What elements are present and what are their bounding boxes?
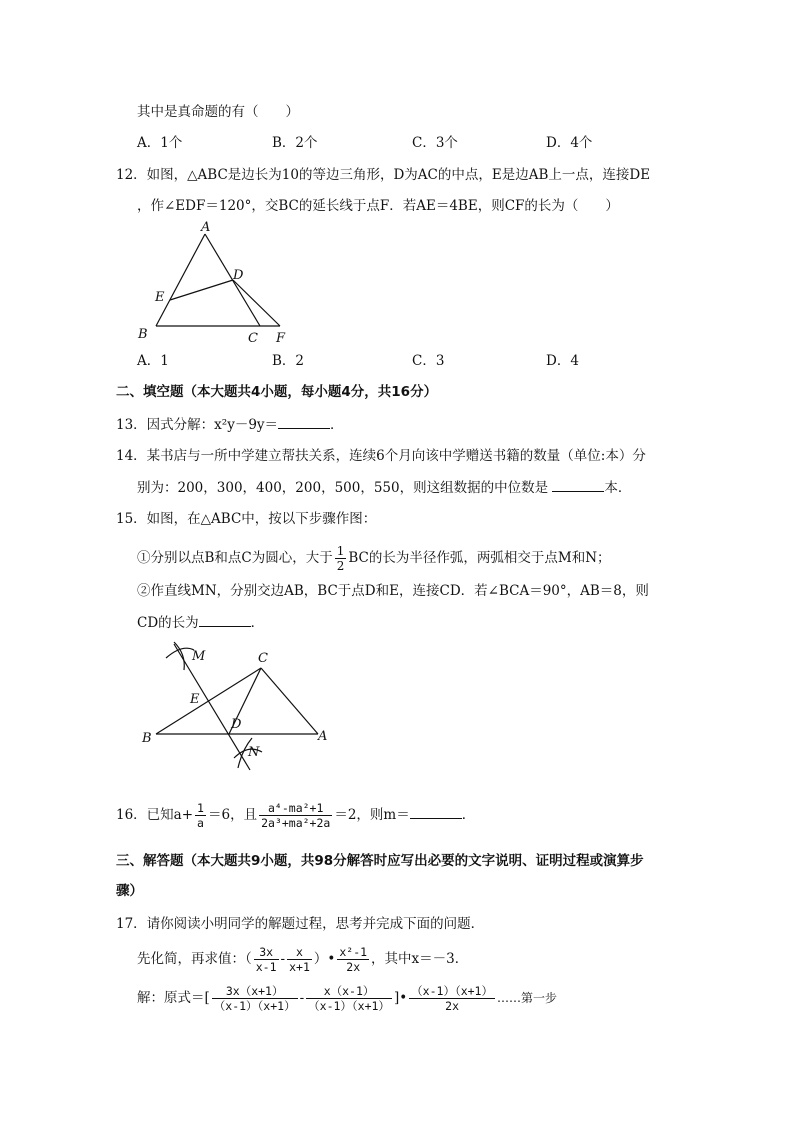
q12-label-b: B (138, 327, 148, 342)
q13-text: 13．因式分解：x²y－9y＝ (116, 417, 279, 433)
section3-title-line2: 骤） (116, 883, 143, 899)
q17-line1: 17．请你阅读小明同学的解题过程，思考并完成下面的问题． (116, 916, 485, 932)
q11-option-d: D．4个 (546, 135, 593, 151)
q16-frac1-den: a (197, 816, 204, 830)
q17-post: ，其中x＝－3． (371, 951, 469, 967)
q17-f2-den: x+1 (289, 960, 310, 974)
q15-step2-a: ②作直线MN，分别交边AB，BC于点D和E，连接CD．若∠BCA＝90°，AB＝8，则 (137, 583, 649, 599)
q17-f2-num: x (287, 945, 312, 960)
q17-s3-num: （x-1）（x+1） (411, 984, 493, 998)
q17-s3-den: 2x (445, 999, 459, 1013)
q15-line1: 15．如图，在△ABC中，按以下步骤作图： (116, 511, 377, 527)
q15-label-d: D (231, 717, 242, 732)
q12-line1: 12．如图，△ABC是边长为10的等边三角形，D为AC的中点，E是边AB上一点，连接DE (116, 167, 651, 183)
section2-title: 二、填空题（本大题共4小题，每小题4分，共16分） (116, 384, 438, 400)
q16-fraction-1 (195, 801, 206, 830)
q15-side-ca (261, 668, 318, 734)
q15-label-b: B (142, 731, 152, 746)
q12-figure (130, 218, 300, 348)
q16-mid: ＝6，且 (207, 807, 258, 823)
q17-frac-2 (287, 945, 312, 974)
q17-s2-den: （x-1）（x+1） (308, 999, 390, 1013)
q15-step1 (137, 544, 611, 573)
q14-answer-blank (552, 477, 604, 492)
section3-title-line1: 三、解答题（本大题共9小题，共98分解答时应写出必要的文字说明、证明过程或演算步 (116, 853, 644, 869)
q17-s2-num: x（x-1） (306, 984, 392, 999)
q13-answer-blank (278, 414, 330, 429)
q17-f1-num: 3x (254, 945, 279, 960)
q17-pre: 先化简，再求值：（ (137, 951, 252, 967)
q17-expression (137, 941, 468, 977)
q17-sol-frac-2 (306, 984, 392, 1013)
q12-label-f: F (276, 331, 286, 346)
q15-frac-num: 1 (336, 544, 345, 558)
q16-suffix: ＝2，则m＝ (334, 807, 410, 823)
q12-option-a: A．1 (137, 353, 169, 369)
q15-label-c: C (258, 651, 268, 666)
q15-figure (138, 640, 338, 780)
q15-end: ． (250, 615, 265, 631)
q13 (116, 414, 344, 435)
q12-option-d: D．4 (546, 353, 579, 369)
q12-label-e: E (155, 290, 165, 305)
q17-s1-den: （x-1）（x+1） (213, 999, 296, 1013)
q15-line-mn (174, 644, 250, 770)
q16-end: ． (461, 807, 476, 823)
q15-step2-b: CD的长为 (137, 615, 199, 631)
q16-prefix: 16．已知a+ (116, 807, 194, 823)
q17-f3-den: 2x (346, 960, 361, 974)
q16-frac1-num: 1 (197, 801, 204, 815)
q12-option-b: B．2 (272, 353, 305, 369)
q17-minus: - (280, 951, 286, 967)
q17-f1-den: x-1 (255, 960, 277, 974)
q15-step1-a: ①分别以点B和点C为圆心，大于 (137, 550, 333, 566)
q15-frac-den: 2 (336, 559, 345, 573)
q15-label-e: E (190, 692, 200, 707)
q15-label-a: A (318, 729, 328, 744)
q11-option-b: B．2个 (272, 135, 318, 151)
q16-frac2-den: 2a³+ma²+2a (261, 816, 331, 830)
q15-fraction-half (335, 544, 347, 573)
q12-label-a: A (201, 220, 211, 235)
q12-option-c: C．3 (412, 353, 445, 369)
q16-answer-blank (410, 804, 462, 819)
q11-option-c: C．3个 (412, 135, 458, 151)
q17-sol-pre: 解：原式＝[ (137, 990, 210, 1006)
q15-label-n: N (248, 745, 260, 760)
q17-f3-num: x²-1 (339, 945, 368, 959)
q16 (116, 798, 475, 832)
q17-sol-frac-1 (212, 984, 298, 1013)
q16-frac2-num: a⁴-ma²+1 (259, 801, 332, 816)
q17-frac-3 (337, 945, 369, 974)
q17-s1-num: 3x（x+1） (212, 984, 298, 999)
q15-label-m: M (192, 649, 206, 664)
q16-fraction-2 (259, 801, 332, 830)
q17-sol-frac-3 (409, 984, 495, 1013)
q17-mul: ）• (313, 951, 336, 967)
q12-label-c: C (248, 331, 258, 346)
q15-answer-blank (199, 612, 251, 627)
q14-end: 本． (604, 480, 632, 496)
q15-step1-b: BC的长为半径作弧，两弧相交于点M和N； (348, 550, 611, 566)
q14-line2: 别为：200，300，400，200，500，550，则这组数据的中位数是 (137, 480, 549, 496)
q17-sol-minus: - (299, 990, 305, 1006)
q14-line1: 14．某书店与一所中学建立帮扶关系，连续6个月向该中学赠送书籍的数量（单位:本）分 (116, 448, 646, 464)
q12-label-d: D (233, 268, 244, 283)
q12-line2: ，作∠EDF＝120°，交BC的延长线于点F．若AE＝4BE，则CF的长为（ ） (137, 198, 619, 214)
q11-stem-tail: 其中是真命题的有（ ） (137, 104, 299, 120)
q17-step-note: ……第一步 (496, 991, 557, 1005)
q14-line2-wrap (137, 477, 631, 498)
q13-end: ． (330, 417, 344, 433)
q17-sol-mul: ]• (393, 990, 408, 1006)
q12-side-ab (156, 234, 205, 326)
q11-option-a: A．1个 (137, 135, 183, 151)
q17-frac-1 (254, 945, 279, 974)
q15-step2-b-wrap (137, 612, 264, 633)
q17-solution (137, 980, 557, 1016)
